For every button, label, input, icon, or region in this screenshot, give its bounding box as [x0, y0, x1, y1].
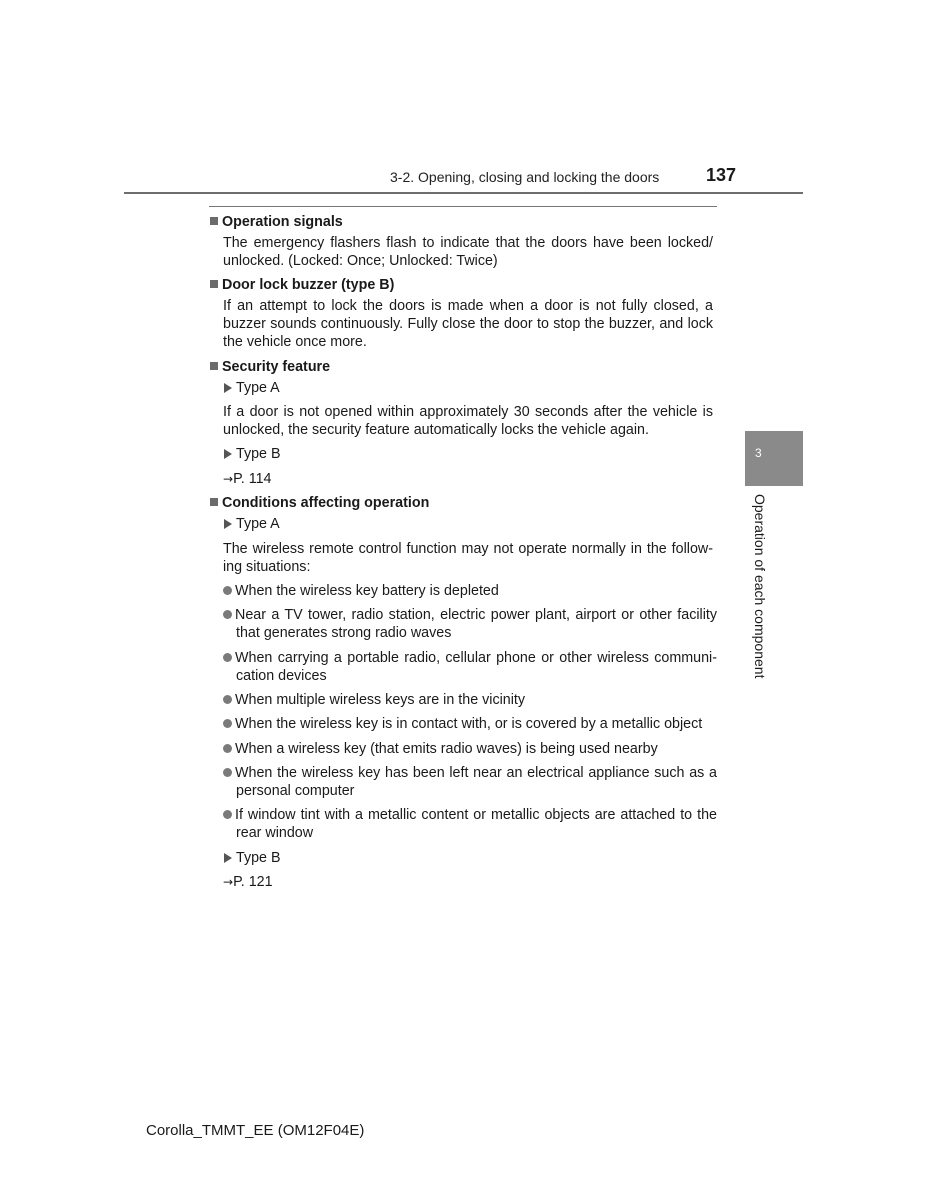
chapter-tab-label: Operation of each component — [752, 494, 768, 679]
page-reference-text: P. 114 — [233, 471, 272, 487]
list-item-continuation: cation devices — [236, 668, 327, 684]
body-line: unlocked. (Locked: Once; Unlocked: Twice) — [223, 253, 498, 269]
type-b-label — [224, 445, 281, 463]
triangle-bullet-icon — [224, 853, 232, 863]
chapter-tab-number: 3 — [755, 446, 762, 460]
square-bullet-icon — [210, 362, 218, 370]
content-top-rule — [209, 206, 717, 207]
heading-text: Operation signals — [222, 214, 343, 230]
body-line: buzzer sounds continuously. Fully close the door to stop the buzzer, and lock — [223, 316, 713, 332]
list-item-continuation: personal computer — [236, 783, 355, 799]
round-bullet-icon — [223, 810, 232, 819]
page-reference-link[interactable] — [223, 873, 273, 891]
round-bullet-icon — [223, 768, 232, 777]
page-number: 137 — [706, 165, 737, 185]
list-item-text: When a wireless key (that emits radio waves) is being used nearby — [235, 741, 658, 757]
body-line: If a door is not opened within approximately 30 seconds after the vehicle is — [223, 404, 713, 420]
heading-security-feature — [210, 358, 330, 376]
list-item-text: When carrying a portable radio, cellular phone or other wireless communi- — [235, 650, 717, 666]
square-bullet-icon — [210, 280, 218, 288]
list-item — [223, 740, 658, 758]
list-item — [223, 649, 717, 667]
heading-operation-signals — [210, 213, 343, 231]
round-bullet-icon — [223, 744, 232, 753]
list-item-text: Near a TV tower, radio station, electric power plant, airport or other facility — [235, 607, 717, 623]
page-reference-text: P. 121 — [233, 874, 273, 890]
heading-door-lock-buzzer — [210, 276, 394, 294]
footer-manual-code: Corolla_TMMT_EE (OM12F04E) — [146, 1122, 365, 1139]
round-bullet-icon — [223, 695, 232, 704]
type-label-text: Type A — [236, 380, 280, 396]
type-a-label — [224, 515, 280, 533]
body-line: The emergency flashers flash to indicate that the doors have been locked/ — [223, 235, 713, 251]
body-line: ing situations: — [223, 559, 311, 575]
body-line: unlocked, the security feature automatically locks the vehicle again. — [223, 422, 649, 438]
triangle-bullet-icon — [224, 383, 232, 393]
list-item-text: When the wireless key battery is depleted — [235, 583, 499, 599]
list-item — [223, 582, 499, 600]
page-reference-link[interactable] — [223, 470, 272, 488]
list-item — [223, 691, 525, 709]
type-b-label — [224, 849, 281, 867]
arrow-right-icon: → — [223, 875, 234, 889]
square-bullet-icon — [210, 217, 218, 225]
triangle-bullet-icon — [224, 519, 232, 529]
heading-conditions-affecting-operation — [210, 494, 429, 512]
round-bullet-icon — [223, 586, 232, 595]
arrow-right-icon: → — [223, 472, 234, 486]
list-item — [223, 606, 717, 624]
round-bullet-icon — [223, 610, 232, 619]
list-item — [223, 715, 702, 733]
list-item-text: When the wireless key is in contact with, or is covered by a metallic object — [235, 716, 703, 732]
list-item — [223, 764, 717, 782]
list-item-continuation: rear window — [236, 825, 314, 841]
body-line: the vehicle once more. — [223, 334, 367, 350]
heading-text: Door lock buzzer (type B) — [222, 277, 395, 293]
type-label-text: Type A — [236, 516, 280, 532]
heading-text: Conditions affecting operation — [222, 495, 430, 511]
square-bullet-icon — [210, 498, 218, 506]
chapter-tab — [745, 431, 803, 486]
triangle-bullet-icon — [224, 449, 232, 459]
body-line: If an attempt to lock the doors is made when a door is not fully closed, a — [223, 298, 713, 314]
header-divider — [124, 192, 803, 194]
type-a-label — [224, 379, 280, 397]
type-label-text: Type B — [236, 850, 281, 866]
header-section-title: 3-2. Opening, closing and locking the doors — [390, 169, 660, 185]
list-item-text: When multiple wireless keys are in the vicinity — [235, 692, 526, 708]
list-item-continuation: that generates strong radio waves — [236, 625, 452, 641]
list-item-text: When the wireless key has been left near an electrical appliance such as a — [235, 765, 717, 781]
round-bullet-icon — [223, 719, 232, 728]
list-item — [223, 806, 717, 824]
list-item-text: If window tint with a metallic content or metallic objects are attached to the — [235, 807, 717, 823]
heading-text: Security feature — [222, 359, 331, 375]
body-line: The wireless remote control function may not operate normally in the follow- — [223, 541, 713, 557]
type-label-text: Type B — [236, 446, 281, 462]
round-bullet-icon — [223, 653, 232, 662]
